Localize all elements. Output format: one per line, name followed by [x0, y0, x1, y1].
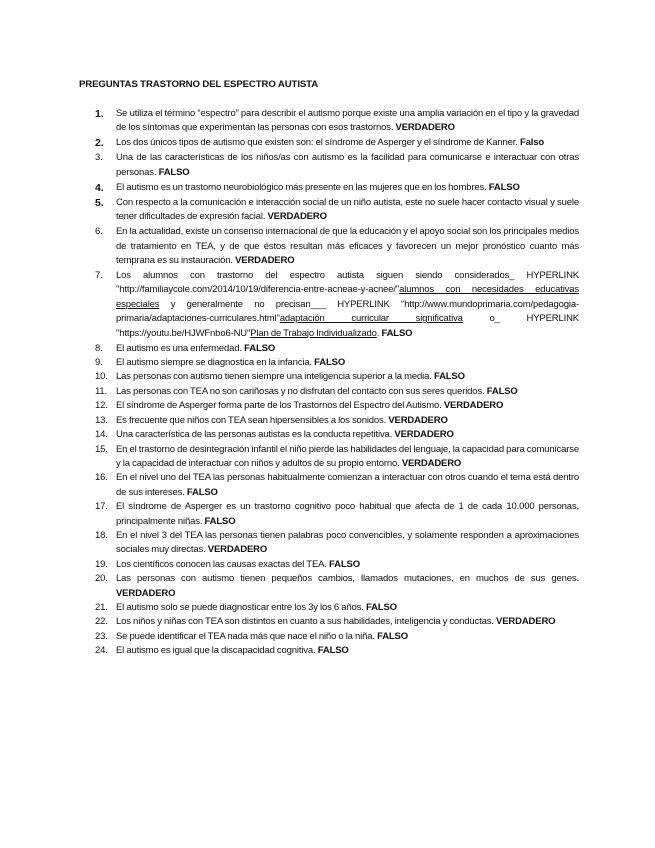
question-text: En el nivel uno del TEA las personas habitualmente comienzan a interactuar con otros cuando el tema está dentro de sus intereses. — [116, 472, 579, 498]
question-number: 9. — [95, 357, 103, 369]
question-text: El autismo es un trastorno neurobiológico más presente en las mujeres que en los hombres. — [116, 181, 487, 193]
question-answer: VERDADERO — [443, 400, 504, 412]
question-answer: VERDADERO — [267, 211, 327, 223]
question-number: 21. — [95, 601, 108, 613]
question-item — [95, 196, 579, 225]
question-number: 4. — [95, 181, 104, 194]
question-item — [95, 225, 579, 268]
question-text: El síndrome de Asperger forma parte de los Trastornos del Espectro del Autismo. — [116, 400, 442, 412]
question-text: Se utiliza el término “espectro” para describir el autismo porque existe una amplia variación en el tipo y la gravedad de los síntomas que experimentan las personas con esos trastornos. — [116, 108, 579, 134]
question-text: Los dos únicos tipos de autismo que existen son: el síndrome de Asperger y el síndrome de Kanner. — [116, 137, 518, 149]
question-item — [95, 630, 579, 644]
question-number: 19. — [95, 558, 108, 570]
question-item — [95, 414, 579, 428]
question-item — [95, 385, 579, 399]
question-item — [95, 428, 579, 442]
question-number: 1. — [95, 108, 104, 120]
question-item — [95, 601, 579, 615]
document-title: PREGUNTAS TRASTORNO DEL ESPECTRO AUTISTA — [79, 79, 319, 90]
question-number: 6. — [95, 226, 103, 238]
question-answer: VERDADERO — [388, 414, 448, 426]
question-item — [95, 107, 579, 136]
question-number: 23. — [95, 630, 108, 642]
question-answer: Falso — [519, 137, 545, 149]
question-item — [95, 443, 579, 472]
hyperlink-adaptacion-curricular[interactable]: adaptación curricular significativa — [279, 313, 463, 325]
question-item — [95, 558, 579, 572]
question-text: Los alumnos con trastorno del espectro autista siguen siendo considerados_ HYPERLINK "http://familiaycole.com/2014/10/19/diferencia-entre-acneae-y-acnee/" — [116, 270, 579, 296]
question-number: 10. — [95, 371, 108, 383]
question-text: Las personas con TEA no son cariñosas y no disfrutan del contacto con sus seres queridos. — [116, 385, 485, 397]
question-number: 14. — [95, 429, 108, 441]
question-item — [95, 500, 579, 529]
question-item — [95, 615, 579, 629]
question-item — [95, 399, 579, 413]
question-number: 17. — [95, 501, 108, 513]
question-text: Los niños y niñas con TEA son distintos en cuanto a sus habilidades, inteligencia y conductas. — [116, 616, 494, 628]
question-number: 18. — [95, 529, 108, 541]
question-answer: FALSO — [433, 371, 465, 383]
question-item — [95, 370, 579, 384]
question-answer: FALSO — [317, 645, 349, 657]
question-number: 11. — [95, 385, 108, 397]
question-text: Con respecto a la comunicación e interacción social de un niño autista, este no suele hacer contacto visual y suele tener dificultades de expresión facial. — [116, 196, 579, 223]
question-number: 24. — [95, 645, 108, 657]
question-number: 7. — [95, 270, 103, 282]
question-item — [95, 529, 579, 558]
question-number: 12. — [95, 400, 108, 412]
question-text: Se puede identificar el TEA nada más que nace el niño o la niña. — [116, 630, 375, 642]
question-answer: FALSO — [204, 515, 236, 527]
question-text: El autismo siempre se diagnostica en la infancia. — [116, 357, 312, 369]
question-answer: VERDADERO — [394, 429, 454, 441]
question-answer: FALSO — [488, 181, 520, 193]
question-number: 13. — [95, 414, 108, 426]
question-number: 5. — [95, 196, 104, 209]
question-text: Una de las características de los niños/as con autismo es la facilidad para comunicarse e interactuar con otras personas. — [116, 152, 579, 178]
question-number: 3. — [95, 152, 103, 164]
question-answer: VERDADERO — [401, 457, 462, 469]
question-text: . — [376, 327, 380, 339]
question-answer: FALSO — [377, 630, 408, 642]
question-text: Una característica de las personas autistas es la conducta repetitiva. — [116, 429, 393, 441]
question-answer: FALSO — [486, 385, 518, 397]
question-number: 8. — [95, 342, 103, 354]
question-text: Las personas con autismo tienen siempre una inteligencia superior a la media. — [116, 371, 432, 383]
question-text: y generalmente no precisan___ HYPERLINK "http://www.mundoprimaria.com/pedagogia-primaria/adaptaciones-curriculares.html" — [116, 298, 579, 325]
question-number: 2. — [95, 137, 104, 150]
question-answer: FALSO — [244, 342, 276, 354]
question-text: El síndrome de Asperger es un trastorno cognitivo poco habitual que afecta de 1 de cada 10.000 personas, principalmente niñas. — [116, 501, 579, 527]
hyperlink-necesidades-educativas[interactable]: alumnos con necesidades educativas especiales — [116, 284, 579, 310]
question-item — [95, 181, 579, 195]
question-answer: VERDADERO — [395, 122, 455, 134]
question-text: Las personas con autismo tienen pequeños cambios, llamados mutaciones, en muchos de sus genes. — [116, 573, 579, 585]
question-list — [95, 107, 579, 659]
question-answer: FALSO — [365, 601, 397, 613]
hyperlink-plan-trabajo[interactable]: Plan de Trabajo Individualizado — [250, 327, 377, 339]
question-item — [95, 356, 579, 370]
question-item — [95, 151, 579, 180]
question-answer: VERDADERO — [207, 544, 268, 556]
question-text: El autismo es igual que la discapacidad cognitiva. — [116, 645, 316, 657]
question-text: o_ HYPERLINK "https://youtu.be/HJWFnbo6-NU" — [116, 313, 579, 339]
question-text: Es frecuente que niños con TEA sean hipersensibles a los sonidos. — [116, 414, 387, 426]
question-answer: VERDADERO — [496, 616, 556, 628]
question-text: El autismo solo se puede diagnosticar entre los 3y los 6 años. — [116, 601, 364, 613]
question-text: En el trastorno de desintegración infantil el niño pierde las habilidades del lenguaje, la capacidad para comunicarse y la capacidad de interactuar con niños y adultos de su propio entorno. — [116, 443, 579, 469]
question-item — [95, 136, 579, 150]
question-answer: FALSO — [314, 357, 346, 369]
question-number: 15. — [95, 443, 108, 455]
question-item — [95, 342, 579, 356]
question-text: Los científicos conocen las causas exactas del TEA. — [116, 558, 327, 570]
question-answer: FALSO — [381, 327, 413, 339]
question-answer: FALSO — [186, 486, 218, 498]
question-text: En la actualidad, existe un consenso internacional de que la educación y el apoyo social son los principales medios de tratamiento en TEA, y de que éstos resultan más eficaces y favorecen un mejor pronóstico cuanto más temprana es su instauración. — [116, 226, 579, 267]
question-item — [95, 269, 579, 341]
question-text: En el nivel 3 del TEA las personas tienen palabras poco convencibles, y solamente responden a aproximaciones sociales muy directas. — [116, 529, 579, 556]
question-item — [95, 572, 579, 601]
question-number: 16. — [95, 472, 108, 484]
question-number: 20. — [95, 573, 108, 585]
question-answer: FALSO — [329, 558, 360, 570]
question-item — [95, 471, 579, 500]
question-number: 22. — [95, 616, 108, 628]
question-text: El autismo es una enfermedad. — [116, 342, 242, 354]
question-item — [95, 644, 579, 658]
question-answer: VERDADERO — [235, 255, 295, 267]
question-answer: VERDADERO — [116, 587, 176, 599]
question-answer: FALSO — [158, 166, 190, 178]
